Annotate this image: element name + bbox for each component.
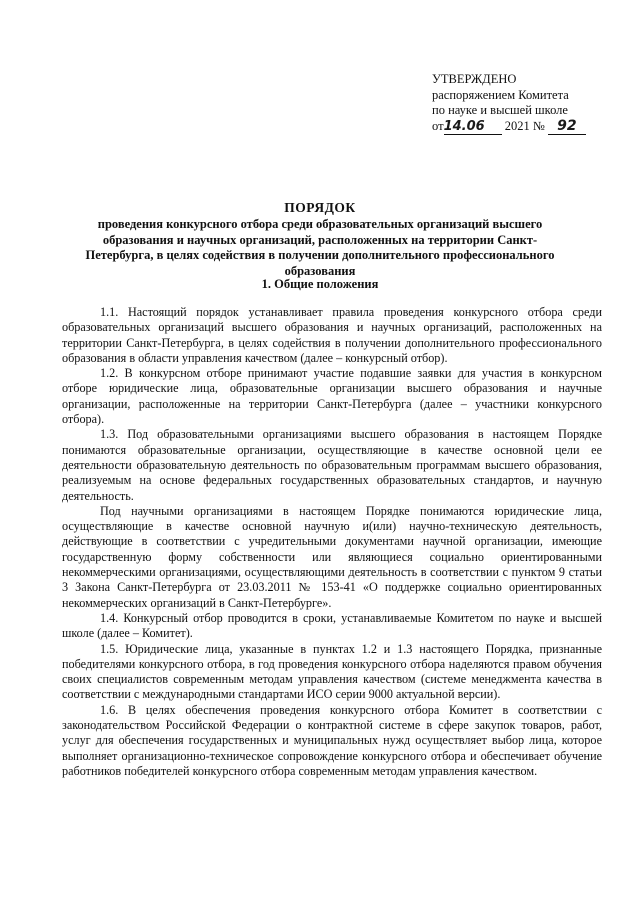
approval-year: 2021 № [504,118,545,133]
approval-order-line: распоряжением Комитета [432,87,569,102]
handwritten-date: 14.06 [444,119,502,136]
paragraph-1-3: 1.3. Под образовательными организациями высшего образования в настоящем Порядке понимаются образовательные организации, осуществляющие в качестве основной цели ее деятельности образовательную деятельность по образовательным программам высшего образования, реализуемым на основе федеральных государственных образовательных стандартов, и научную деятельность. [62,427,602,503]
section-heading: 1. Общие положения [261,277,379,291]
paragraph-1-1: 1.1. Настоящий порядок устанавливает правила проведения конкурсного отбора среди образовательных организаций высшего образования и научных организаций, расположенных на территории Санкт-Петербурга, в целях содействия в получении дополнительного профессионального образования в области управления качеством (далее – конкурсный отбор). [62,305,602,365]
approval-committee-line: по науке и высшей школе [432,103,568,117]
paragraph-scientific-orgs: Под научными организациями в настоящем Порядке понимаются юридические лица, осуществляющие в качестве основной научную и(или) научно-техническую деятельность, действующие в соответствии с учредительными документами научной организации, имеющие государственную форму собственности или являющиеся социально ориентированными некоммерческими организациями, осуществляющими деятельность в соответствии с пунктом 9 статьи 3 Закона Санкт-Петербурга от 23.03.2011 № 153-41 «О поддержке социально ориентированных некоммерческих организаций в Санкт-Петербурге». [62,503,602,610]
approval-date-line [432,119,586,136]
paragraph-1-6: 1.6. В целях обеспечения проведения конкурсного отбора Комитет в соответствии с законодательством Российской Федерации о контрактной системе в сфере закупок товаров, работ, услуг для обеспечения государственных и муниципальных нужд осуществляет выбор лица, которое выполняет организационно-техническое сопровождение конкурсного отбора и обеспечивает обучение работников победителей конкурсного отбора современным методам управления качеством. [62,702,602,778]
date-prefix: от [432,118,444,133]
paragraph-1-5: 1.5. Юридические лица, указанные в пунктах 1.2 и 1.3 настоящего Порядка, признанные победителями конкурсного отбора, в год проведения конкурсного отбора наделяются правом обучения своих специалистов современным методам управления качеством (системе менеджмента качества в соответствии с международными стандартами ИСО серии 9000 актуальной версии). [62,641,602,702]
handwritten-number: 92 [548,119,586,136]
document-body [62,305,602,779]
paragraph-1-2: 1.2. В конкурсном отборе принимают участие подавшие заявки для участия в конкурсном отборе юридические лица, образовательные организации высшего образования и научные организации, расположенные на территории Санкт-Петербурга (далее – участники конкурсного отбора). [62,366,602,427]
document-subtitle: проведения конкурсного отбора среди образовательных организаций высшего образования и научных организаций, расположенных на территории Санкт-Петербурга, в целях содействия в получении дополнительного профессионального образования [85,217,555,278]
paragraph-1-4: 1.4. Конкурсный отбор проводится в сроки, устанавливаемые Комитетом по науке и высшей школе (далее – Комитет). [62,610,602,641]
approval-heading: УТВЕРЖДЕНО [432,72,517,86]
document-title: ПОРЯДОК [284,200,356,215]
approval-stamp [432,72,586,135]
